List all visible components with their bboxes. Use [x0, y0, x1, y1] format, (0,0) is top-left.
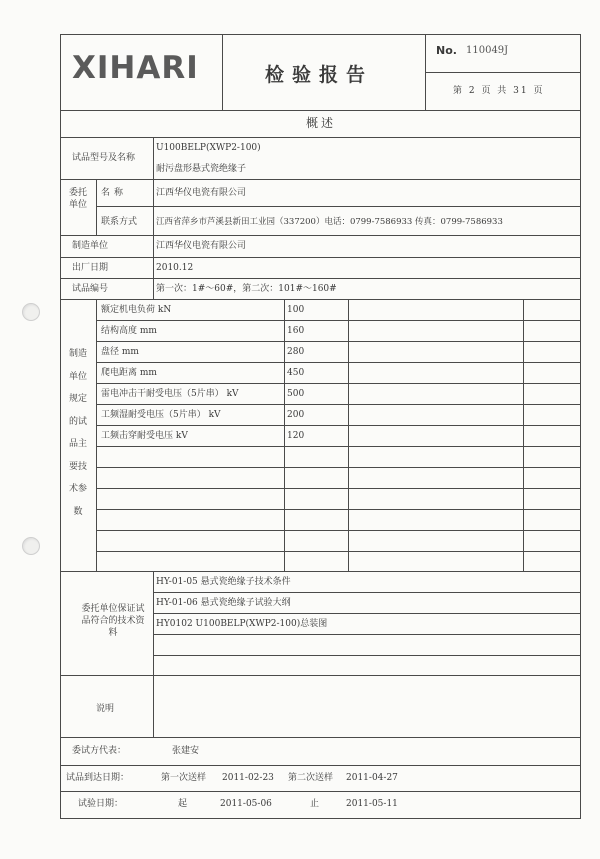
test-date-label: 试验日期： [78, 799, 124, 809]
notes-label: 说明 [96, 704, 115, 714]
arrival-first-label: 第一次送样 [161, 773, 207, 783]
param-value: 280 [287, 347, 305, 357]
param-name: 盘径 mm [101, 347, 139, 357]
report-title: 检验报告 [265, 64, 374, 86]
manufacturer-label: 制造单位 [72, 241, 109, 251]
param-name: 雷电冲击干耐受电压（5片串） kV [101, 389, 239, 399]
arrival-label: 试品到达日期： [66, 773, 130, 783]
param-name: 工频击穿耐受电压 kV [101, 431, 188, 441]
arrival-first-date: 2011-02-23 [222, 773, 274, 783]
param-name: 工频湿耐受电压（5片串） kV [101, 410, 221, 420]
params-label: 制造单位规定的试品主要技术参数 [68, 349, 87, 517]
sample-number-label: 试品编号 [72, 284, 109, 294]
param-value: 120 [287, 431, 305, 441]
punch-hole-bottom [22, 537, 40, 555]
arrival-second-date: 2011-04-27 [346, 773, 398, 783]
production-date-label: 出厂日期 [72, 263, 109, 273]
client-name-label: 名称 [101, 188, 128, 198]
sample-type-name: 耐污盘形悬式瓷绝缘子 [156, 164, 247, 174]
representative-name: 张建安 [172, 746, 200, 756]
param-value: 160 [287, 326, 305, 336]
sample-type-label: 试品型号及名称 [72, 153, 136, 163]
test-end-label: 止 [310, 799, 320, 809]
param-value: 100 [287, 305, 305, 315]
param-value: 450 [287, 368, 305, 378]
page-indicator: 第 2 页 共 31 页 [453, 86, 545, 96]
client-contact: 江西省萍乡市芦溪县新田工业园（337200）电话：0799-7586933 传真：0799-7586933 [156, 217, 503, 227]
tech-docs-label: 委托单位保证试品符合的技术资料 [81, 604, 145, 638]
client-contact-label: 联系方式 [101, 217, 138, 227]
production-date-value: 2010.12 [156, 263, 194, 273]
tech-doc-item: HY-01-05 悬式瓷绝缘子技术条件 [156, 577, 291, 587]
param-value: 500 [287, 389, 305, 399]
param-name: 爬电距离 mm [101, 368, 157, 378]
sample-number-value: 第一次：1#～60#，第二次：101#～160# [156, 284, 337, 294]
client-label: 委托单位 [68, 188, 87, 210]
tech-doc-item: HY0102 U100BELP(XWP2-100)总装图 [156, 619, 328, 629]
section-title: 概述 [306, 116, 337, 130]
punch-hole-top [22, 303, 40, 321]
param-name: 结构高度 mm [101, 326, 157, 336]
representative-label: 委试方代表： [72, 746, 127, 756]
report-number: 110049J [466, 45, 509, 56]
param-value: 200 [287, 410, 305, 420]
company-logo: XIHARI [72, 50, 199, 86]
test-start-label: 起 [178, 799, 188, 809]
param-name: 额定机电负荷 kN [101, 305, 172, 315]
report-number-label: No. [436, 44, 457, 57]
test-start-date: 2011-05-06 [220, 799, 272, 809]
test-end-date: 2011-05-11 [346, 799, 398, 809]
client-name: 江西华仪电瓷有限公司 [156, 188, 247, 198]
tech-doc-item: HY-01-06 悬式瓷绝缘子试验大纲 [156, 598, 291, 608]
sample-type-model: U100BELP(XWP2-100) [156, 143, 261, 153]
arrival-second-label: 第二次送样 [288, 773, 334, 783]
manufacturer-value: 江西华仪电瓷有限公司 [156, 241, 247, 251]
